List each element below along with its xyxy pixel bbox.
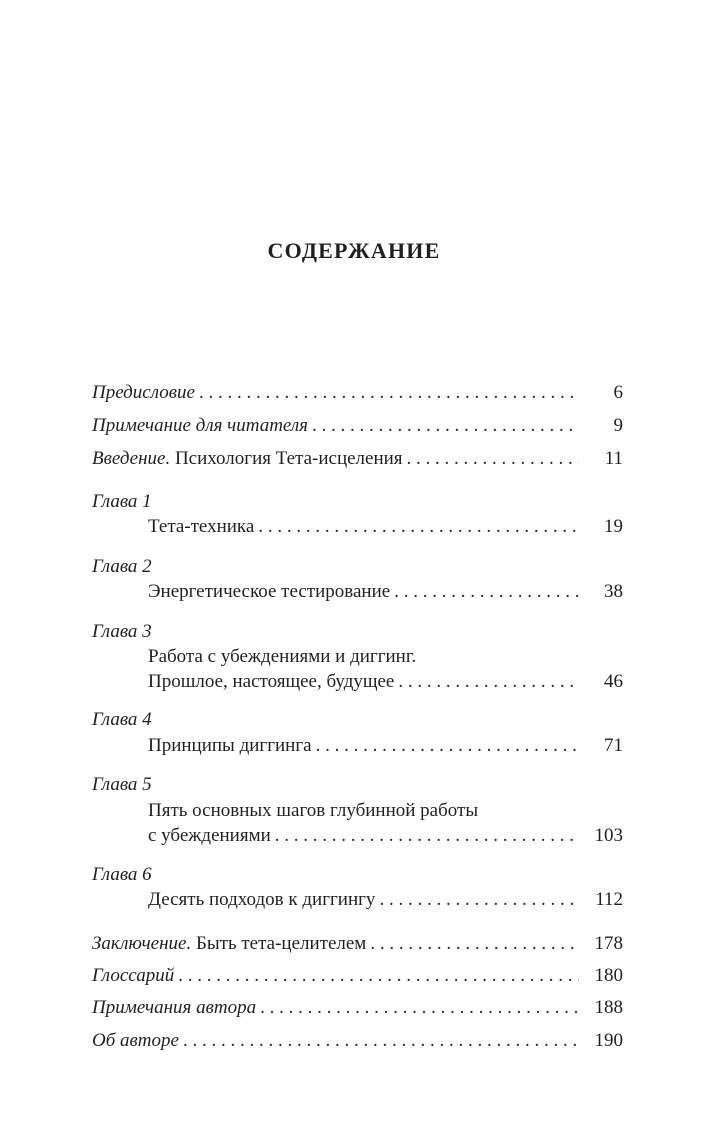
toc-entry-label: Энергетическое тестирование xyxy=(148,581,391,602)
toc-entry-label: Примечания автора xyxy=(92,997,257,1018)
toc-entry-chapter-6 xyxy=(148,888,623,912)
page-title: СОДЕРЖАНИЕ xyxy=(267,238,441,263)
leader-dots xyxy=(178,964,579,988)
leader-dots xyxy=(183,1029,579,1053)
toc-entry-foreword xyxy=(92,381,623,405)
toc-page-number: 180 xyxy=(594,965,623,986)
leader-dots xyxy=(407,447,579,471)
toc-entry-label: с убеждениями xyxy=(148,825,271,846)
chapter-heading: Глава 5 xyxy=(92,774,152,795)
toc-page-number: 112 xyxy=(595,889,623,910)
toc-entry-label: Глоссарий xyxy=(92,965,175,986)
toc-page-number: 19 xyxy=(604,516,623,537)
toc-entry-reader-note xyxy=(92,414,623,438)
leader-dots xyxy=(199,381,579,405)
chapter-heading: Глава 3 xyxy=(92,621,152,642)
toc-entry-conclusion xyxy=(92,932,623,956)
leader-dots xyxy=(312,414,579,438)
toc-entry-author-notes xyxy=(92,996,623,1020)
chapter-heading: Глава 6 xyxy=(92,864,152,885)
toc-entry-label-line: Пять основных шагов глубинной работы xyxy=(148,800,479,821)
leader-dots xyxy=(370,932,579,956)
toc-entry-label: Введение. Психология Тета-исцеления xyxy=(92,448,403,469)
toc-entry-introduction xyxy=(92,447,623,471)
leader-dots xyxy=(316,734,579,758)
toc-page-number: 38 xyxy=(604,581,623,602)
toc-entry-label: Десять подходов к диггингу xyxy=(148,889,376,910)
chapter-heading: Глава 4 xyxy=(92,709,152,730)
toc-page-number: 6 xyxy=(613,382,623,403)
toc-entry-chapter-3 xyxy=(148,670,623,694)
toc-entry-label: Заключение. Быть тета-целителем xyxy=(92,933,367,954)
leader-dots xyxy=(379,888,579,912)
toc-entry-chapter-2 xyxy=(148,580,623,604)
chapter-heading: Глава 2 xyxy=(92,556,152,577)
toc-entry-chapter-4 xyxy=(148,734,623,758)
toc-page-number: 188 xyxy=(594,997,623,1018)
toc-entry-about-author xyxy=(92,1029,623,1053)
toc-page-number: 71 xyxy=(604,735,623,756)
toc-entry-chapter-5 xyxy=(148,824,623,848)
chapter-heading: Глава 1 xyxy=(92,491,152,512)
toc-entry-label: Принципы диггинга xyxy=(148,735,312,756)
toc-entry-chapter-1 xyxy=(148,515,623,539)
toc-entry-label: Примечание для читателя xyxy=(92,415,308,436)
leader-dots xyxy=(258,515,579,539)
toc-page-number: 46 xyxy=(604,671,623,692)
leader-dots xyxy=(394,580,579,604)
toc-entry-label: Об авторе xyxy=(92,1030,179,1051)
toc-entry-label: Предисловие xyxy=(92,382,195,403)
toc-entry-label: Прошлое, настоящее, будущее xyxy=(148,671,395,692)
toc-page-number: 178 xyxy=(594,933,623,954)
toc-entry-glossary xyxy=(92,964,623,988)
toc-page-number: 9 xyxy=(613,415,623,436)
toc-entry-label: Тета-техника xyxy=(148,516,255,537)
leader-dots xyxy=(275,824,579,848)
leader-dots xyxy=(260,996,579,1020)
toc-page-number: 103 xyxy=(594,825,623,846)
toc-page-number: 11 xyxy=(604,448,623,469)
toc-entry-label-line: Работа с убеждениями и диггинг. xyxy=(148,646,417,667)
toc-page-number: 190 xyxy=(594,1030,623,1051)
leader-dots xyxy=(398,670,579,694)
